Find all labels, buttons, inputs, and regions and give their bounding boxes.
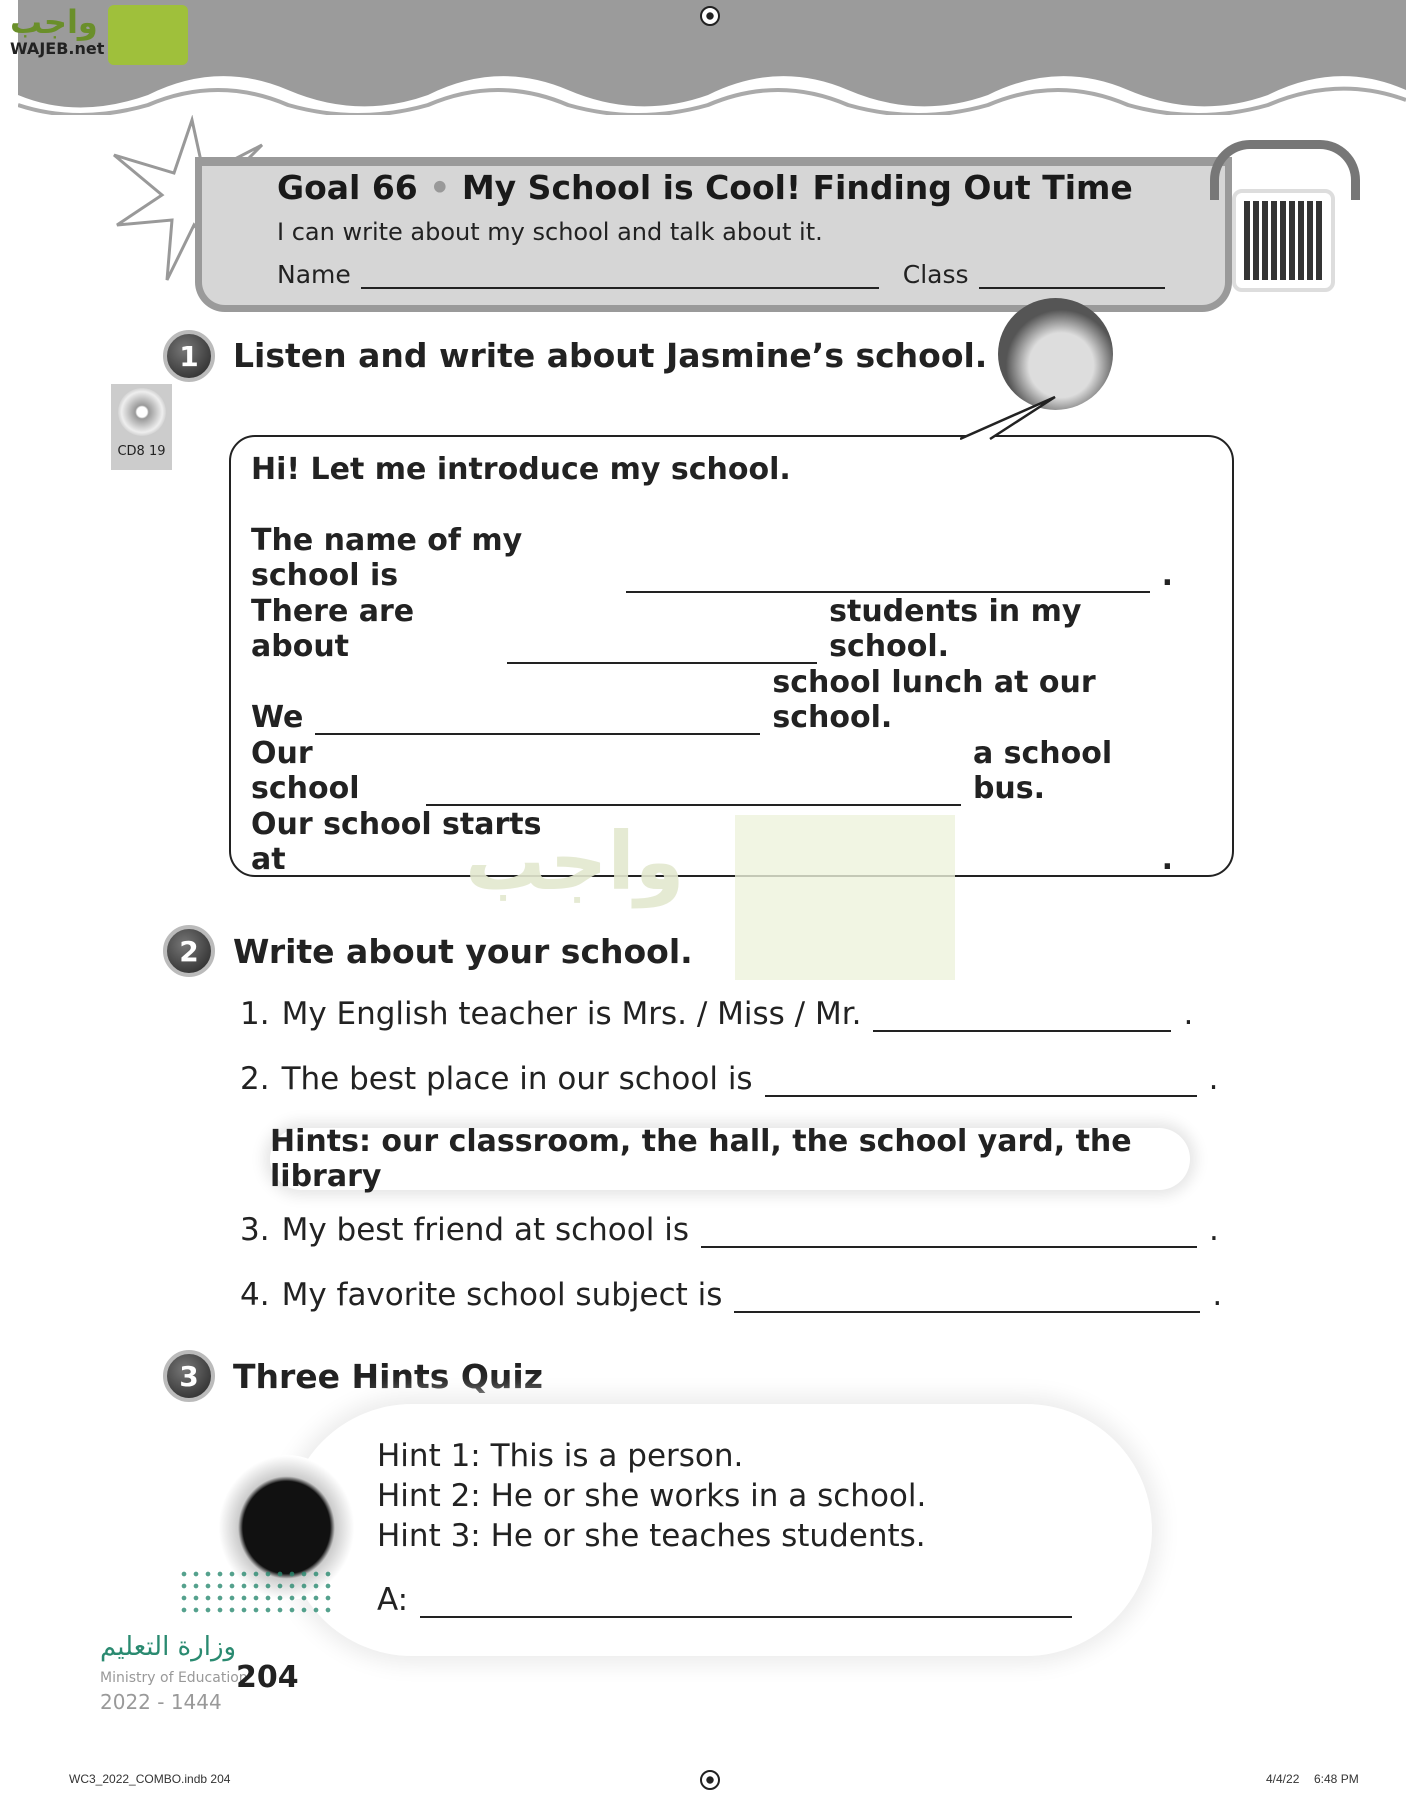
- best-friend-field[interactable]: [701, 1222, 1197, 1248]
- line-text: There are about: [251, 594, 415, 664]
- item-number: 3.: [240, 1212, 270, 1248]
- lunch-field[interactable]: [315, 709, 760, 735]
- speech-line-1: [251, 452, 1173, 487]
- cd-label: CD8 19: [117, 444, 166, 459]
- name-field[interactable]: [361, 263, 879, 289]
- section-3-heading: Three Hints Quiz: [233, 1357, 543, 1396]
- line-end: a school bus.: [972, 736, 1113, 806]
- item-number: 1.: [240, 996, 270, 1032]
- speech-line-4: [251, 665, 1173, 735]
- section-2-heading: Write about your school.: [233, 932, 693, 971]
- registration-mark-icon: [700, 1770, 720, 1790]
- registration-mark-icon: [700, 6, 720, 26]
- line-text: The name of my school is: [251, 523, 523, 593]
- answer-label: A:: [377, 1582, 409, 1618]
- qr-pattern: [1244, 201, 1323, 280]
- school-name-field[interactable]: [626, 567, 1150, 593]
- footer-time: 6:48 PM: [1314, 1772, 1359, 1786]
- teacher-field[interactable]: [873, 1006, 1171, 1032]
- ministry-year: 2022 - 1444: [100, 1690, 222, 1714]
- speech-line-3: [251, 594, 1173, 664]
- line-end: students in my school.: [829, 594, 1082, 664]
- answer-row: [377, 1582, 1072, 1618]
- quiz-hint-2: Hint 2: He or she works in a school.: [377, 1478, 927, 1514]
- line-end: school lunch at our school.: [772, 665, 1096, 735]
- wajeb-watermark: واجب: [465, 815, 685, 908]
- goal-name: My School is Cool! Finding Out Time: [461, 168, 1133, 207]
- write-item-1: 1. My English teacher is Mrs. / Miss / Mr. .: [240, 996, 1194, 1032]
- footer-file: WC3_2022_COMBO.indb 204: [69, 1772, 231, 1786]
- page-number: 204: [236, 1660, 299, 1695]
- goal-subtitle: I can write about my school and talk about it.: [277, 218, 823, 246]
- subject-field[interactable]: [734, 1287, 1200, 1313]
- line-end: .: [1161, 842, 1173, 877]
- goal-title: Goal 66 • My School is Cool! Finding Out Time: [277, 168, 1133, 207]
- logo-arabic: واجب: [10, 3, 98, 41]
- answer-field[interactable]: [420, 1588, 1072, 1618]
- item-number: 2.: [240, 1061, 270, 1097]
- speech-line-6: [251, 807, 1173, 877]
- line-text: Our school: [251, 736, 360, 806]
- ministry-arabic: وزارة التعليم: [100, 1632, 237, 1662]
- jasmine-avatar: [998, 298, 1113, 410]
- line-text: Our school starts at: [251, 807, 542, 877]
- item-text: My favorite school subject is: [281, 1277, 723, 1313]
- ministry-dots-logo: [178, 1568, 336, 1616]
- name-label: Name: [277, 260, 351, 289]
- section-3-number: 3: [163, 1350, 215, 1402]
- qr-code[interactable]: [1232, 189, 1335, 292]
- line-text: Hi! Let me introduce my school.: [251, 452, 791, 487]
- item-number: 4.: [240, 1277, 270, 1313]
- line-end: .: [1161, 558, 1173, 593]
- class-label: Class: [902, 260, 969, 289]
- quiz-hint-3: Hint 3: He or she teaches students.: [377, 1518, 926, 1554]
- item-text: My best friend at school is: [281, 1212, 689, 1248]
- students-count-field[interactable]: [507, 638, 817, 664]
- name-class-row: [277, 260, 1165, 289]
- write-item-3: 3. My best friend at school is .: [240, 1212, 1219, 1248]
- best-place-field[interactable]: [765, 1071, 1197, 1097]
- quiz-hint-1: Hint 1: This is a person.: [377, 1438, 744, 1474]
- item-text: The best place in our school is: [281, 1061, 753, 1097]
- section-1-number: 1: [163, 330, 215, 382]
- watermark-book-icon: [735, 815, 955, 980]
- speech-line-5: [251, 736, 1173, 806]
- class-field[interactable]: [979, 263, 1165, 289]
- line-text: We: [251, 700, 304, 735]
- ministry-english: Ministry of Education: [100, 1670, 248, 1686]
- write-item-4: 4. My favorite school subject is .: [240, 1277, 1223, 1313]
- footer-date: 4/4/22: [1266, 1772, 1300, 1786]
- goal-number: Goal 66: [277, 168, 418, 207]
- cd-icon: [118, 388, 166, 436]
- book-logo-icon: [108, 5, 188, 65]
- section-1-heading: Listen and write about Jasmine’s school.: [233, 336, 988, 375]
- item-text: My English teacher is Mrs. / Miss / Mr.: [281, 996, 862, 1032]
- bus-field[interactable]: [426, 780, 961, 806]
- speech-line-2: [251, 523, 1173, 593]
- speech-tail: [960, 395, 1070, 440]
- cd-badge: [111, 384, 172, 470]
- hints-box: Hints: our classroom, the hall, the school yard, the library: [270, 1128, 1190, 1190]
- logo-latin: WAJEB.net: [10, 39, 105, 58]
- wajeb-logo: [10, 5, 104, 58]
- section-2-number: 2: [163, 925, 215, 977]
- write-item-2: 2. The best place in our school is .: [240, 1061, 1219, 1097]
